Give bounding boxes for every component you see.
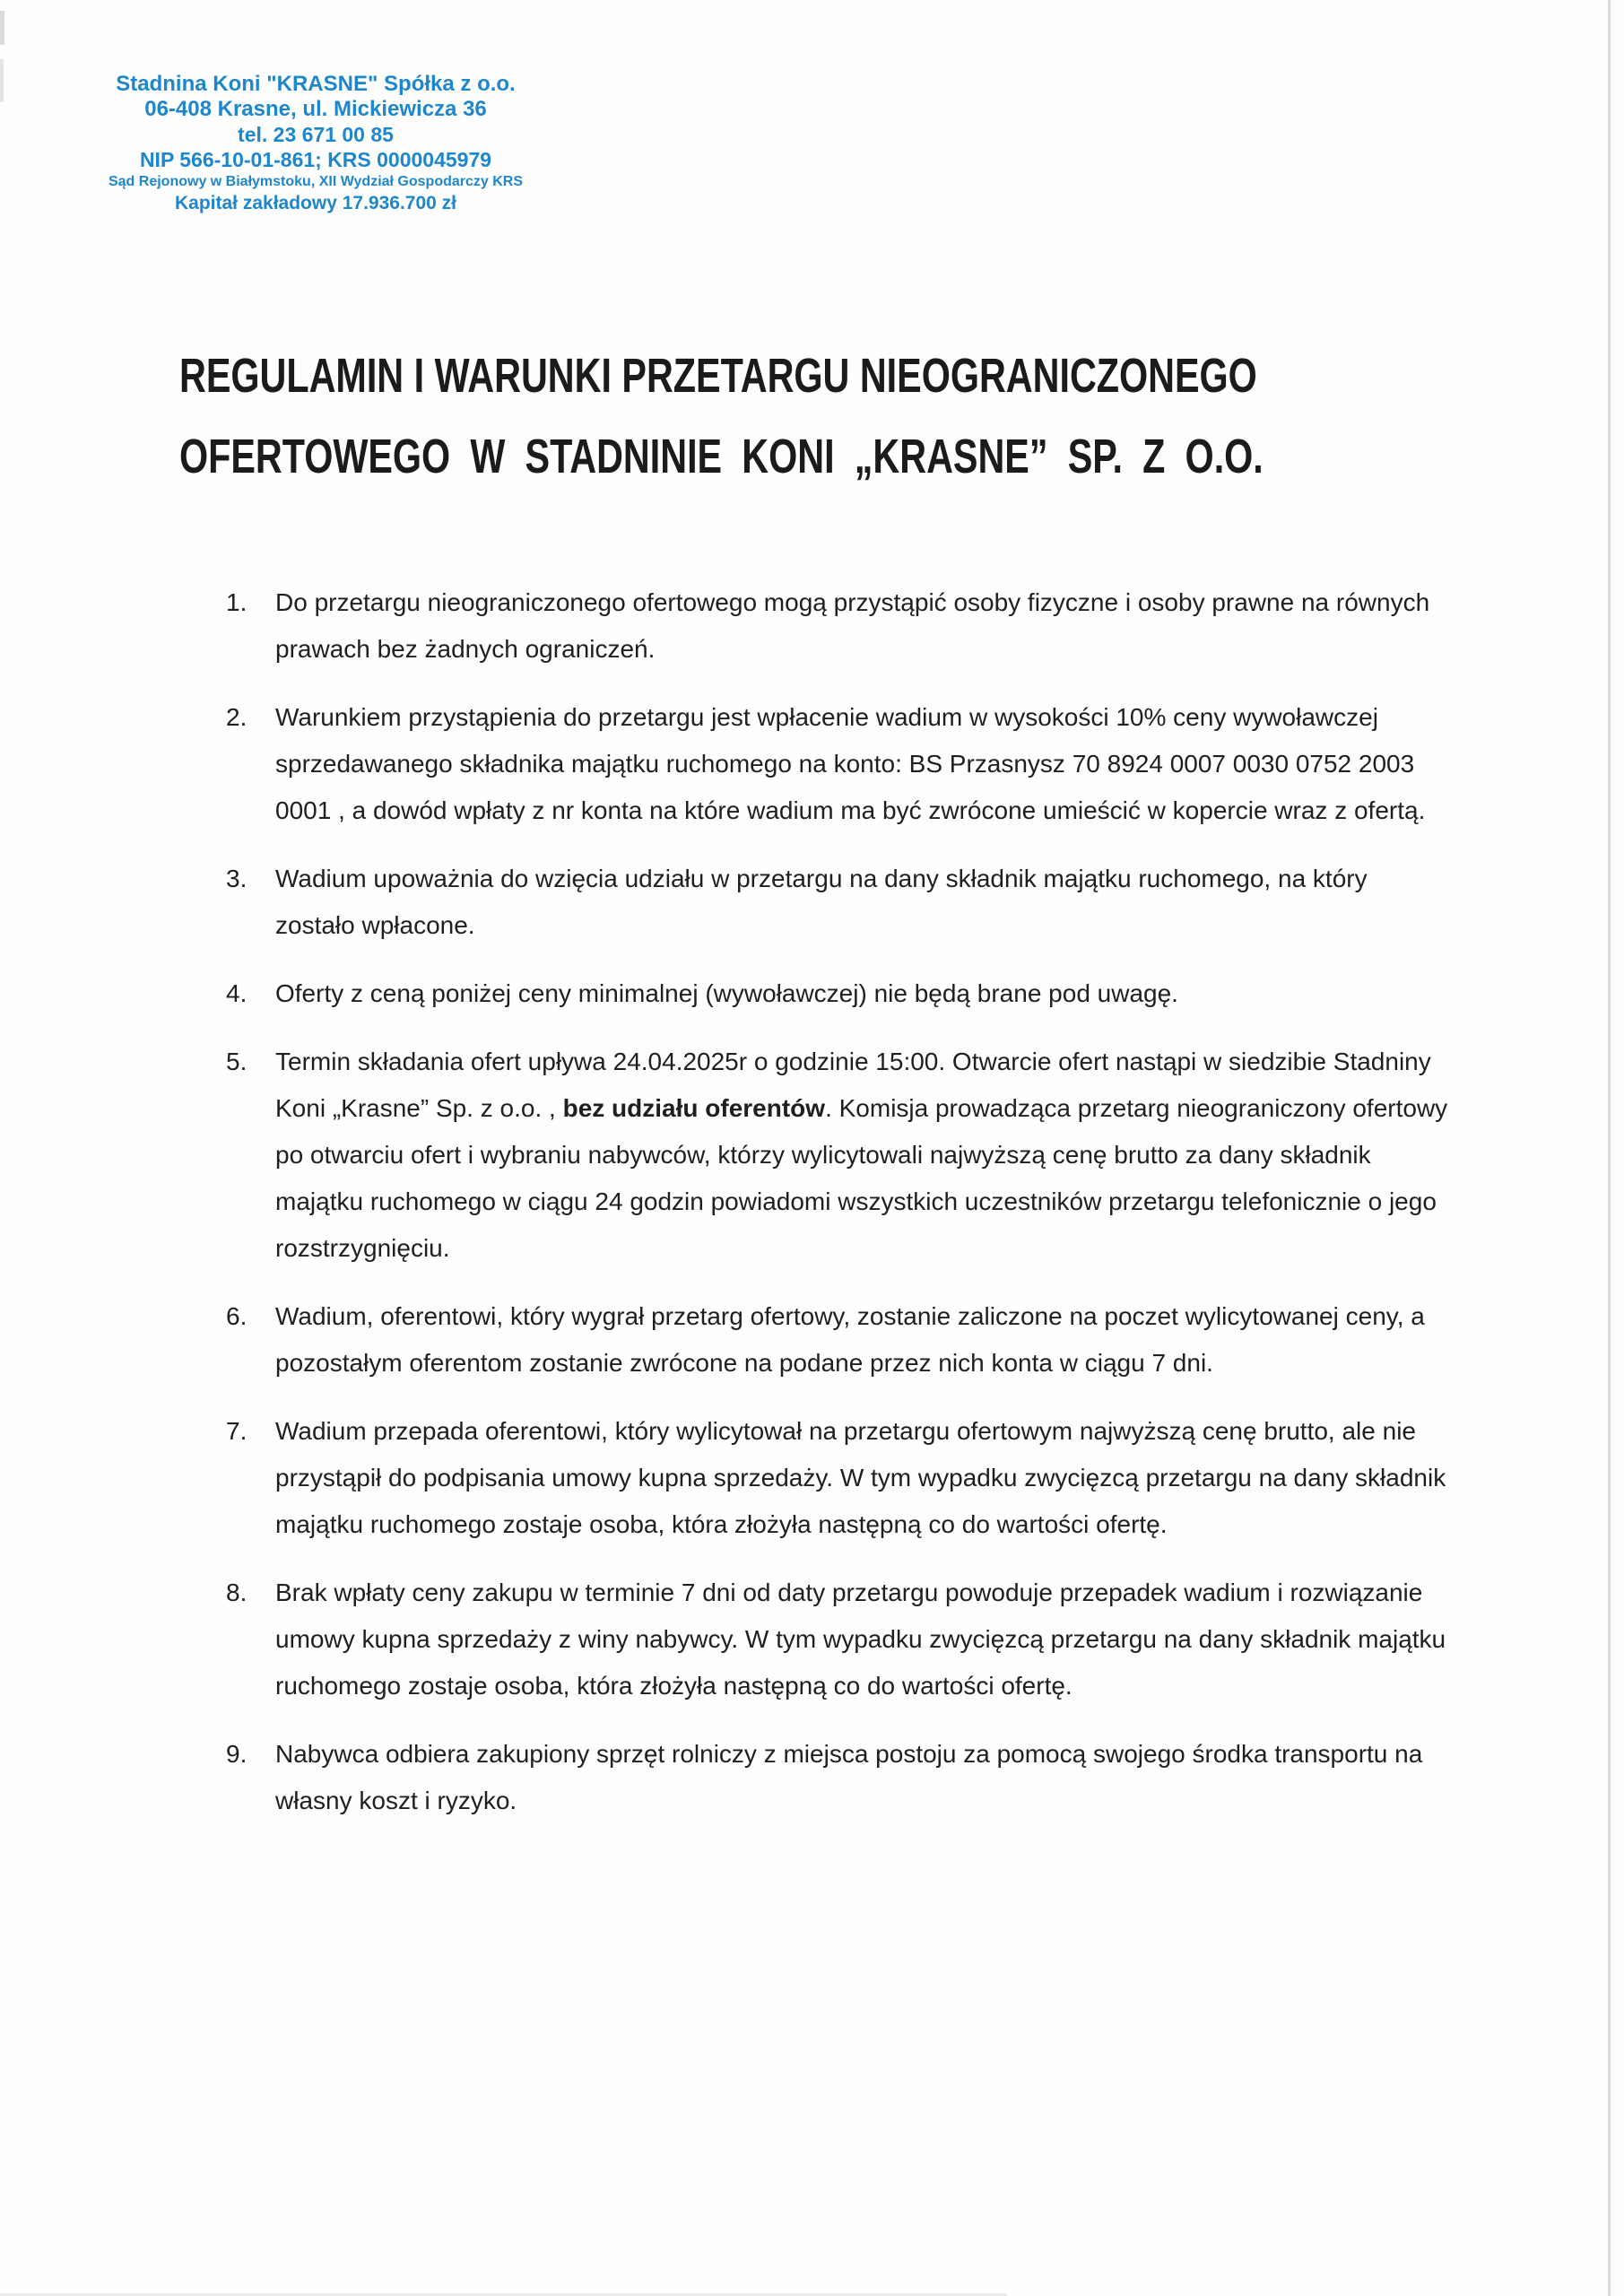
stamp-phone: tel. 23 671 00 85 <box>238 123 394 146</box>
stamp-address: 06-408 Krasne, ul. Mickiewicza 36 <box>144 97 487 121</box>
term-item-6 <box>0 1293 1624 1387</box>
term-item-3 <box>0 856 1624 949</box>
term-item-5 <box>0 1039 1624 1272</box>
term-text-segment-bold: bez udziału oferentów <box>562 1094 826 1122</box>
term-number: 9. <box>226 1740 248 1768</box>
scan-artifact-mark <box>0 59 4 102</box>
document-title-line1: REGULAMIN I WARUNKI PRZETARGU NIEOGRANICZONEGO <box>179 349 1257 403</box>
term-text: Warunkiem przystąpienia do przetargu jest wpłacenie wadium w wysokości 10% ceny wywoławczej sprzedawanego składnika majątku ruchomego na konto: BS Przasnysz 70 8924 0007 0030 0752 2003 0001 , a dowód wpłaty z nr konta na które wadium ma być zwrócone umieścić w kopercie wraz z ofertą. <box>275 703 1426 824</box>
term-text: Oferty z ceną poniżej ceny minimalnej (wywoławczej) nie będą brane pod uwagę. <box>275 979 1178 1007</box>
term-text-segment: Termin składania ofert upływa 24.04.2025r o godzinie 15:00. Otwarcie ofert nastąpi w siedzibie Stadniny Koni „Krasne” Sp. z o.o. , <box>275 1048 1431 1122</box>
term-item-1 <box>0 579 1624 673</box>
term-text-segment: . Komisja prowadząca przetarg nieograniczony ofertowy po otwarciu ofert i wybraniu nabywców, którzy wylicytowali najwyższą cenę brutto za dany składnik majątku ruchomego w ciągu 24 godzin powiadomi wszystkich uczestników przetargu telefonicznie o jego rozstrzygnięciu. <box>275 1094 1448 1262</box>
document-title <box>179 349 1596 483</box>
term-number: 6. <box>226 1302 248 1330</box>
stamp-share-capital: Kapitał zakładowy 17.936.700 zł <box>175 193 456 213</box>
term-item-7 <box>0 1408 1624 1548</box>
term-number: 2. <box>226 703 248 731</box>
term-text: Brak wpłaty ceny zakupu w terminie 7 dni od daty przetargu powoduje przepadek wadium i rozwiązanie umowy kupna sprzedaży z winy nabywcy. W tym wypadku zwycięzcą przetargu na dany składnik majątku ruchomego zostaje osoba, która złożyła następną co do wartości ofertę. <box>275 1578 1446 1700</box>
scan-artifact-mark <box>0 11 4 45</box>
term-text: Do przetargu nieograniczonego ofertowego mogą przystąpić osoby fizyczne i osoby prawne na równych prawach bez żadnych ograniczeń. <box>275 588 1430 663</box>
term-text: Wadium upoważnia do wzięcia udziału w przetargu na dany składnik majątku ruchomego, na który zostało wpłacone. <box>275 865 1368 939</box>
stamp-court-registry: Sąd Rejonowy w Białymstoku, XII Wydział Gospodarczy KRS <box>108 174 524 189</box>
term-text: Wadium przepada oferentowi, który wylicytował na przetargu ofertowym najwyższą cenę brutto, ale nie przystąpił do podpisania umowy kupna sprzedaży. W tym wypadku zwycięzcą przetargu na dany składnik majątku ruchomego zostaje osoba, która złożyła następną co do wartości ofertę. <box>275 1417 1446 1538</box>
term-text <box>275 1048 1447 1262</box>
term-number: 4. <box>226 979 248 1007</box>
document-title-line2: OFERTOWEGO W STADNINIE KONI „KRASNE” SP. Z O.O. <box>179 430 1264 483</box>
term-number: 5. <box>226 1048 248 1075</box>
term-number: 8. <box>226 1578 248 1606</box>
stamp-company-name: Stadnina Koni "KRASNE" Spółka z o.o. <box>116 72 516 96</box>
stamp-nip-krs: NIP 566-10-01-861; KRS 0000045979 <box>139 148 492 171</box>
term-item-8 <box>0 1570 1624 1709</box>
term-text: Wadium, oferentowi, który wygrał przetarg ofertowy, zostanie zaliczone na poczet wylicytowanej ceny, a pozostałym oferentom zostanie zwrócone na podane przez nich konta w ciągu 7 dni. <box>275 1302 1425 1377</box>
term-item-4 <box>0 970 1624 1017</box>
terms-list <box>0 579 1624 1846</box>
term-number: 3. <box>226 865 248 892</box>
term-item-9 <box>0 1731 1624 1824</box>
company-stamp <box>100 72 531 215</box>
term-number: 1. <box>226 588 248 616</box>
term-item-2 <box>0 694 1624 834</box>
term-number: 7. <box>226 1417 248 1445</box>
term-text: Nabywca odbiera zakupiony sprzęt rolniczy z miejsca postoju za pomocą swojego środka transportu na własny koszt i ryzyko. <box>275 1740 1423 1814</box>
